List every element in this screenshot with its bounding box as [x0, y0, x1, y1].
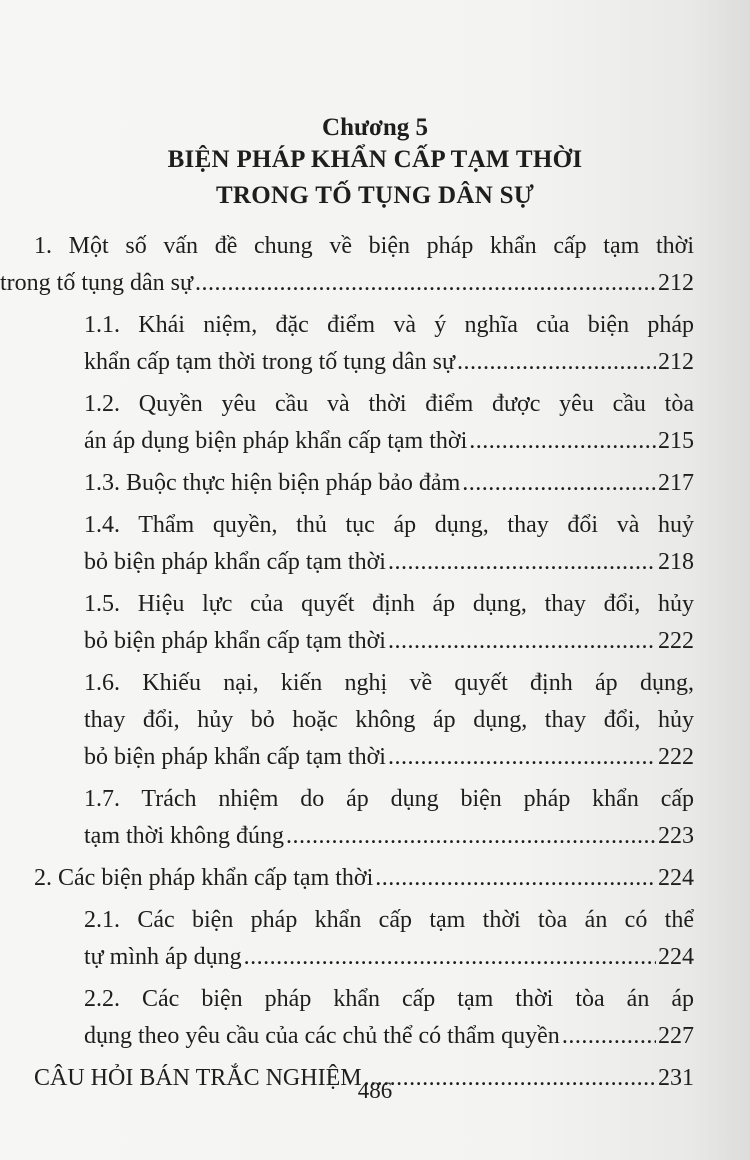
toc-entry-text: thay đổi, hủy bỏ hoặc không áp dụng, thay đổi, hủy [84, 707, 694, 733]
toc-page-number: 231 [658, 1065, 694, 1091]
toc-entry-2-2 [0, 981, 694, 1055]
toc-entry-line [84, 344, 694, 381]
toc-entry-1-6 [0, 665, 694, 776]
table-of-contents [0, 228, 750, 1102]
toc-entry-text: tự mình áp dụng [84, 944, 242, 970]
toc-entry-text: tạm thời không đúng [84, 823, 285, 849]
toc-entry-text: 1.5. Hiệu lực của quyết định áp dụng, thay đổi, hủy [84, 591, 694, 617]
toc-entry-1-3 [0, 465, 694, 502]
chapter-heading: Chương 5 [322, 114, 428, 141]
toc-entry-line [0, 265, 694, 302]
toc-page-number: 222 [658, 628, 694, 654]
toc-page-number: 217 [658, 470, 694, 496]
toc-entry-line [84, 544, 694, 581]
dot-leader [375, 860, 656, 897]
toc-entry-text: dụng theo yêu cầu của các chủ thể có thẩm quyền [84, 1023, 560, 1049]
toc-entry-line [34, 860, 694, 897]
toc-page-number: 212 [658, 349, 694, 375]
dot-leader [244, 939, 656, 976]
dot-leader [388, 623, 656, 660]
toc-entry-text: bỏ biện pháp khẩn cấp tạm thời [84, 549, 386, 575]
toc-entry-1-1 [0, 307, 694, 381]
chapter-title-line-2: TRONG TỐ TỤNG DÂN SỰ [215, 182, 535, 209]
dot-leader [462, 465, 656, 502]
toc-page-number: 224 [658, 865, 694, 891]
dot-leader [195, 265, 656, 302]
toc-entry-text: 1.3. Buộc thực hiện biện pháp bảo đảm [84, 470, 461, 496]
toc-page-number: 212 [658, 270, 694, 296]
toc-entry-text: án áp dụng biện pháp khẩn cấp tạm thời [84, 428, 468, 454]
toc-entry-text: CÂU HỎI BÁN TRẮC NGHIỆM [34, 1065, 362, 1091]
toc-entry-text: 1.1. Khái niệm, đặc điểm và ý nghĩa của biện pháp [84, 312, 694, 338]
toc-page-number: 224 [658, 944, 694, 970]
dot-leader [469, 423, 656, 460]
toc-page-number: 218 [658, 549, 694, 575]
toc-entry-1 [0, 228, 694, 302]
toc-page-number: 222 [658, 744, 694, 770]
toc-entry-line [84, 465, 694, 502]
toc-entry-1-2 [0, 386, 694, 460]
toc-entry-line [84, 1018, 694, 1055]
toc-entry-1-4 [0, 507, 694, 581]
toc-entry-line [84, 818, 694, 855]
toc-entry-2 [0, 860, 694, 897]
toc-entry-text: 2. Các biện pháp khẩn cấp tạm thời [34, 865, 374, 891]
toc-page-number: 223 [658, 823, 694, 849]
page-number: 486 [357, 1078, 393, 1103]
toc-entry-1-5 [0, 586, 694, 660]
toc-entry-text: 2.1. Các biện pháp khẩn cấp tạm thời tòa án có thể [84, 907, 694, 933]
toc-entry-2-1 [0, 902, 694, 976]
toc-entry-line [84, 939, 694, 976]
dot-leader [388, 544, 656, 581]
toc-entry-text: 1.2. Quyền yêu cầu và thời điểm được yêu cầu tòa [84, 391, 694, 417]
toc-entry-text: 1.4. Thẩm quyền, thủ tục áp dụng, thay đổi và huỷ [84, 512, 694, 538]
toc-entry-text: 1.6. Khiếu nại, kiến nghị về quyết định áp dụng, [84, 670, 694, 696]
chapter-title-line-1: BIỆN PHÁP KHẨN CẤP TẠM THỜI [167, 146, 583, 173]
toc-entry-line [84, 739, 694, 776]
toc-entry-line [84, 423, 694, 460]
toc-page-number: 215 [658, 428, 694, 454]
dot-leader [457, 344, 656, 381]
dot-leader [562, 1018, 656, 1055]
toc-entry-text: trong tố tụng dân sự [0, 270, 193, 296]
toc-entry-1-7 [0, 781, 694, 855]
toc-entry-text: 1. Một số vấn đề chung về biện pháp khẩn cấp tạm thời [34, 233, 694, 259]
toc-entry-text: bỏ biện pháp khẩn cấp tạm thời [84, 744, 386, 770]
toc-entry-text: bỏ biện pháp khẩn cấp tạm thời [84, 628, 386, 654]
toc-entry-text: 1.7. Trách nhiệm do áp dụng biện pháp khẩn cấp [84, 786, 694, 812]
toc-entry-text: khẩn cấp tạm thời trong tố tụng dân sự [84, 349, 455, 375]
toc-page-number: 227 [658, 1023, 694, 1049]
dot-leader [388, 739, 656, 776]
dot-leader [286, 818, 656, 855]
toc-entry-line [84, 623, 694, 660]
toc-entry-text: 2.2. Các biện pháp khẩn cấp tạm thời tòa án áp [84, 986, 694, 1012]
